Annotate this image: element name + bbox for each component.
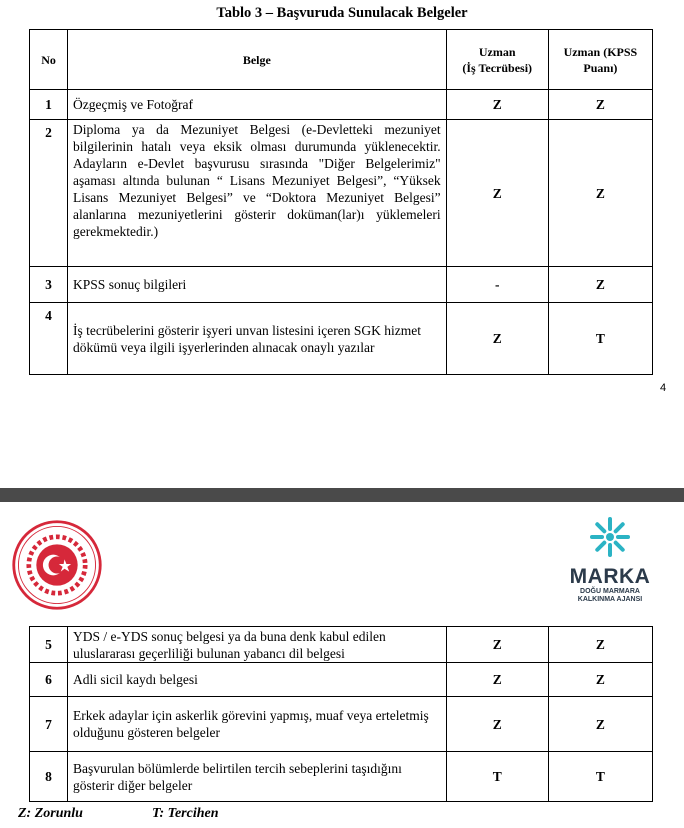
row-no: 5 bbox=[30, 627, 68, 663]
row-uzman2: T bbox=[548, 752, 652, 802]
header-uzman1-line2: (İş Tecrübesi) bbox=[462, 60, 533, 75]
row-belge: Diploma ya da Mezuniyet Belgesi (e-Devletteki mezuniyet bilgilerinin hatalı veya eksik olması durumunda yüklenecektir. Adayların e-Devlet başvurusu sırasında "Diğer Belgelerimiz" aşaması altında bulunan “ Lisans Mezuniyet Belgesi”, “Yüksek Lisans Mezuniyet Belgesi” ve “Doktora Mezuniyet Belgesi” alanlarına mezuniyetlerini gösterir doküman(lar)ı yüklemeleri gerekmektedir.) bbox=[68, 120, 447, 267]
table-header-row bbox=[30, 30, 653, 90]
row-belge: YDS / e-YDS sonuç belgesi ya da buna denk kabul edilen uluslararası geçerliliği bulunan yabancı dil belgesi bbox=[68, 627, 447, 663]
marka-logo-sub2: KALKINMA AJANSI bbox=[577, 596, 643, 603]
page-number: 4 bbox=[660, 382, 667, 394]
row-uzman2: Z bbox=[548, 663, 652, 697]
row-uzman1: Z bbox=[446, 303, 548, 375]
legend-tercihen: T: Tercihen bbox=[152, 806, 219, 821]
page-divider bbox=[0, 488, 684, 502]
row-belge: Başvurulan bölümlerde belirtilen tercih sebeplerini taşıdığını gösterir diğer belgeler bbox=[68, 752, 447, 802]
row-uzman1: T bbox=[446, 752, 548, 802]
header-uzman1-line1: Uzman bbox=[478, 44, 516, 59]
table-row bbox=[30, 90, 653, 120]
row-no: 6 bbox=[30, 663, 68, 697]
row-uzman2: Z bbox=[548, 627, 652, 663]
marka-logo bbox=[560, 515, 660, 607]
legend bbox=[18, 806, 219, 822]
row-belge: İş tecrübelerini gösterir işyeri unvan listesini içeren SGK hizmet dökümü veya ilgili işyerlerinden alınacak onaylı yazılar bbox=[68, 303, 447, 375]
row-belge: Erkek adaylar için askerlik görevini yapmış, muaf veya erteletmiş olduğunu gösteren belgeler bbox=[68, 697, 447, 752]
ministry-seal-icon bbox=[10, 518, 104, 612]
marka-emblem-icon bbox=[588, 515, 632, 559]
row-no: 3 bbox=[30, 267, 68, 303]
row-uzman1: Z bbox=[446, 697, 548, 752]
header-uzman-is-tecrubesi bbox=[446, 30, 548, 90]
row-uzman2: Z bbox=[548, 120, 652, 267]
table-row bbox=[30, 627, 653, 663]
row-uzman2: T bbox=[548, 303, 652, 375]
row-uzman1: Z bbox=[446, 120, 548, 267]
header-uzman2-line1: Uzman (KPSS bbox=[563, 44, 638, 59]
row-uzman1: Z bbox=[446, 663, 548, 697]
header-uzman2-line2: Puanı) bbox=[583, 60, 618, 75]
marka-logo-word: MARKA bbox=[569, 565, 651, 588]
row-no: 1 bbox=[30, 90, 68, 120]
row-belge: Adli sicil kaydı belgesi bbox=[68, 663, 447, 697]
table-row bbox=[30, 752, 653, 802]
header-no: No bbox=[30, 30, 68, 90]
row-uzman2: Z bbox=[548, 90, 652, 120]
row-uzman1: Z bbox=[446, 627, 548, 663]
row-no: 4 bbox=[30, 303, 68, 375]
row-no: 8 bbox=[30, 752, 68, 802]
legend-zorunlu: Z: Zorunlu bbox=[18, 806, 83, 821]
marka-logo-sub1: DOĞU MARMARA bbox=[580, 588, 640, 595]
row-no: 7 bbox=[30, 697, 68, 752]
header-uzman-kpss bbox=[548, 30, 652, 90]
documents-table-part2 bbox=[29, 626, 653, 802]
row-uzman2: Z bbox=[548, 697, 652, 752]
row-belge: Özgeçmiş ve Fotoğraf bbox=[68, 90, 447, 120]
table-row bbox=[30, 663, 653, 697]
table-row bbox=[30, 303, 653, 375]
row-uzman1: Z bbox=[446, 90, 548, 120]
header-belge: Belge bbox=[68, 30, 447, 90]
table-row bbox=[30, 267, 653, 303]
row-uzman1: - bbox=[446, 267, 548, 303]
row-uzman2: Z bbox=[548, 267, 652, 303]
row-belge: KPSS sonuç bilgileri bbox=[68, 267, 447, 303]
table-title: Tablo 3 – Başvuruda Sunulacak Belgeler bbox=[216, 5, 468, 21]
row-no: 2 bbox=[30, 120, 68, 267]
table-row bbox=[30, 697, 653, 752]
table-row bbox=[30, 120, 653, 267]
documents-table-part1 bbox=[29, 29, 653, 375]
